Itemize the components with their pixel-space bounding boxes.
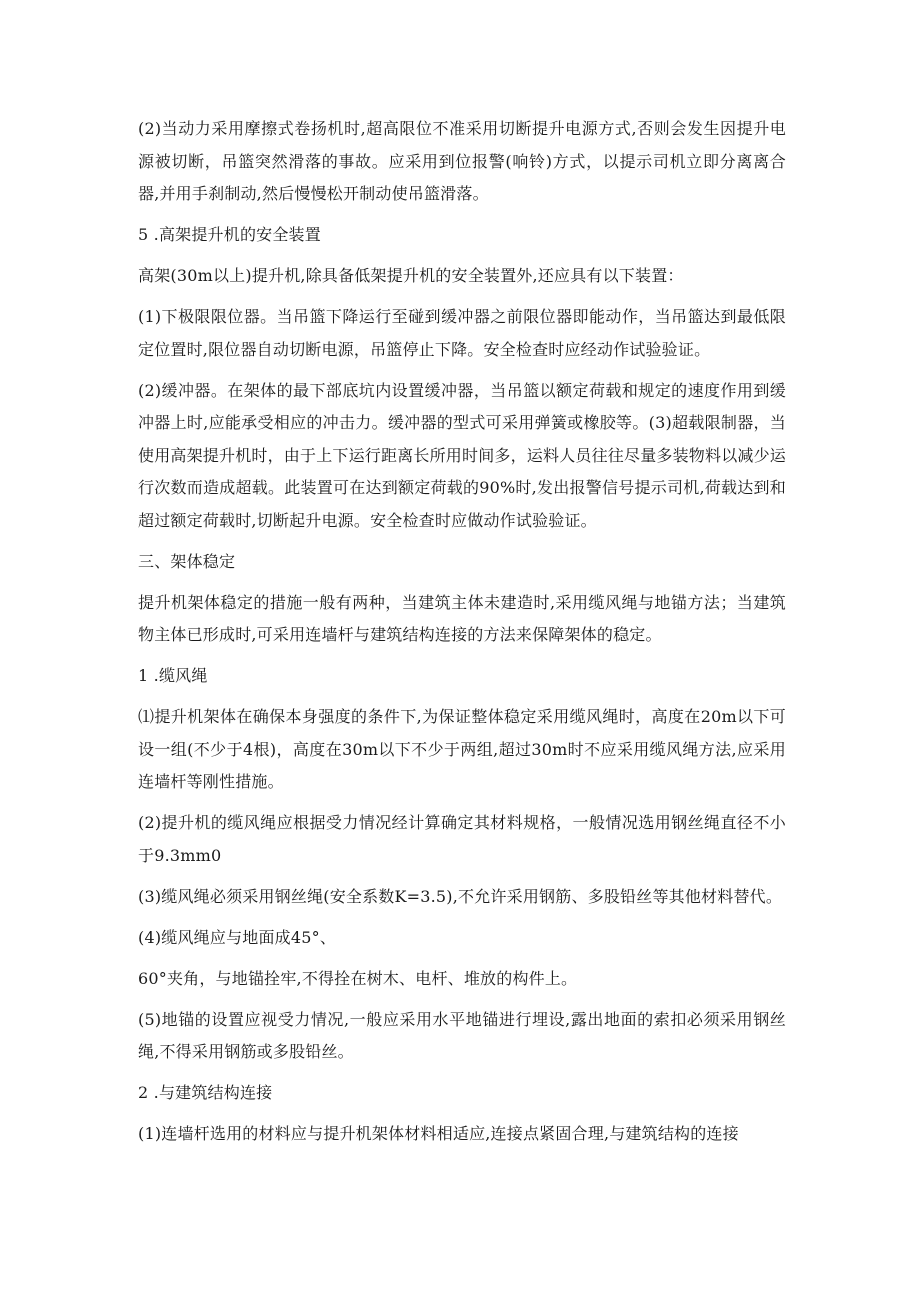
paragraph-guy-rope-2: (2)提升机的缆风绳应根据受力情况经计算确定其材料规格，一般情况选用钢丝绳直径不小于9.3mm0	[138, 813, 786, 865]
paragraph-stability-measures: 提升机架体稳定的措施一般有两种，当建筑主体未建造时,采用缆风绳与地锚方法；当建筑物主体已形成时,可采用连墙杆与建筑结构连接的方法来保障架体的稳定。	[138, 592, 786, 644]
paragraph-buffer-overload: (2)缓冲器。在架体的最下部底坑内设置缓冲器，当吊篮以额定荷载和规定的速度作用到缓冲器上时,应能承受相应的冲击力。缓冲器的型式可采用弹簧或橡胶等。(3)超载限制器，当使用高架提升机时，由于上下运行距离长所用时间多，运料人员往往尽量多装物料以减少运行次数而造成超载。此装置可在达到额定荷载的90%时,发出报警信号提示司机,荷载达到和超过额定荷载时,切断起升电源。安全检查时应做动作试验验证。	[138, 380, 787, 530]
section-heading-guy-ropes: 1 .缆风绳	[138, 666, 208, 685]
paragraph-guy-rope-1: ⑴提升机架体在确保本身强度的条件下,为保证整体稳定采用缆风绳时，高度在20m以下可设一组(不少于4根)，高度在30m以下不少于两组,超过30m时不应采用缆风绳方法,应采用连墙杆等刚性措施。	[138, 707, 786, 791]
section-heading-frame-stability: 三、架体稳定	[138, 551, 236, 571]
paragraph-guy-rope-4b: 60°夹角，与地锚拴牢,不得拴在树木、电杆、堆放的构件上。	[138, 968, 578, 988]
paragraph-guy-rope-5: (5)地锚的设置应视受力情况,一般应采用水平地锚进行埋设,露出地面的索扣必须采用钢丝绳,不得采用钢筋或多股铅丝。	[138, 1009, 786, 1061]
document-body	[138, 113, 786, 1159]
paragraph-wall-tie-1: (1)连墙杆选用的材料应与提升机架体材料相适应,连接点紧固合理,与建筑结构的连接	[138, 1124, 739, 1143]
paragraph-friction-winch: (2)当动力采用摩擦式卷扬机时,超高限位不准采用切断提升电源方式,否则会发生因提升电源被切断，吊篮突然滑落的事故。应采用到位报警(响铃)方式，以提示司机立即分离离合器,并用手刹制动,然后慢慢松开制动使吊篮滑落。	[138, 119, 786, 203]
paragraph-high-lift-intro: 高架(30m以上)提升机,除具备低架提升机的安全装置外,还应具有以下装置：	[138, 266, 684, 285]
paragraph-guy-rope-4a: (4)缆风绳应与地面成45°、	[138, 927, 337, 947]
section-heading-high-lift-safety: 5 .高架提升机的安全装置	[138, 225, 321, 244]
paragraph-guy-rope-3: (3)缆风绳必须采用钢丝绳(安全系数K=3.5),不允许采用钢筋、多股铅丝等其他材料替代。	[138, 886, 783, 906]
section-heading-structure-connection: 2 .与建筑结构连接	[138, 1083, 273, 1102]
paragraph-lower-limit-switch: (1)下极限限位器。当吊篮下降运行至碰到缓冲器之前限位器即能动作，当吊篮达到最低限定位置时,限位器自动切断电源，吊篮停止下降。安全检查时应经动作试验验证。	[138, 307, 786, 359]
